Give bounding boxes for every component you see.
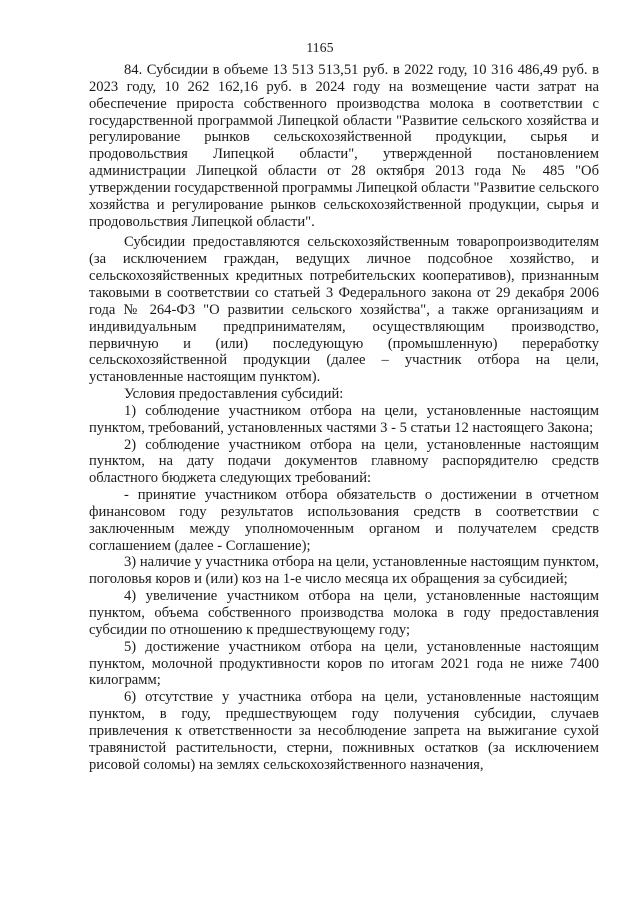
paragraph-subsidy-84: 84. Субсидии в объеме 13 513 513,51 руб. в 2022 году, 10 316 486,49 руб. в 2023 году, 10 262 162,16 руб. в 2024 году на возмещение части затрат на обеспечение прироста собственного производства молока в соответствии с государственной программой Липецкой области "Развитие сельского хозяйства и регулирование рынков сельскохозяйственной продукции, сырья и продовольствия Липецкой области", утвержденной постановлением администрации Липецкой области от 28 октября 2013 года № 485 "Об утверждении государственной программы Липецкой области "Развитие сельского хозяйства и регулирование рынков сельскохозяйственной продукции, сырья и продовольствия Липецкой области". bbox=[89, 62, 599, 230]
paragraph-condition-3: 3) наличие у участника отбора на цели, установленные настоящим пунктом, поголовья коров и (или) коз на 1-е число месяца их обращения за субсидией; bbox=[89, 554, 599, 588]
paragraph-conditions-heading: Условия предоставления субсидий: bbox=[124, 386, 344, 403]
paragraph-recipients: Субсидии предоставляются сельскохозяйственным товаропроизводителям (за исключением граждан, ведущих личное подсобное хозяйство, и сельскохозяйственных кредитных потребительских кооперативов), признанным таковыми в соответствии со статьей 3 Федерального закона от 29 декабря 2006 года № 264-ФЗ "О развитии сельского хозяйства", а также организациям и индивидуальным предпринимателям, осуществляющим производство, первичную и (или) последующую (промышленную) переработку сельскохозяйственной продукции (далее – участник отбора на цели, установленные настоящим пунктом). bbox=[89, 234, 599, 386]
paragraph-condition-5: 5) достижение участником отбора на цели, установленные настоящим пунктом, молочной продуктивности коров по итогам 2021 года не ниже 7400 килограмм; bbox=[89, 638, 599, 689]
paragraph-condition-1: 1) соблюдение участником отбора на цели, установленные настоящим пунктом, требований, установленных частями 3 - 5 статьи 12 настоящего Закона; bbox=[89, 402, 599, 436]
paragraph-condition-2-item: - принятие участником отбора обязательств о достижении в отчетном финансовом году результатов использования средств в соответствии с заключенным между уполномоченным органом и получателем средств соглашением (далее - Соглашение); bbox=[89, 487, 599, 554]
document-body bbox=[89, 62, 599, 773]
paragraph-condition-6: 6) отсутствие у участника отбора на цели, установленные настоящим пунктом, в году, предшествующем году получения субсидии, случаев привлечения к ответственности за несоблюдение запрета на выжигание сухой травянистой растительности, стерни, пожнивных остатков (за исключением рисовой соломы) на землях сельскохозяйственного назначения, bbox=[89, 689, 599, 773]
paragraph-condition-4: 4) увеличение участником отбора на цели, установленные настоящим пунктом, объема собственного производства молока в году предоставления субсидии по отношению к предшествующему году; bbox=[89, 588, 599, 638]
page-number: 1165 bbox=[306, 40, 334, 55]
paragraph-condition-2: 2) соблюдение участником отбора на цели, установленные настоящим пунктом, на дату подачи документов главному распорядителю средств областного бюджета следующих требований: bbox=[89, 436, 599, 487]
